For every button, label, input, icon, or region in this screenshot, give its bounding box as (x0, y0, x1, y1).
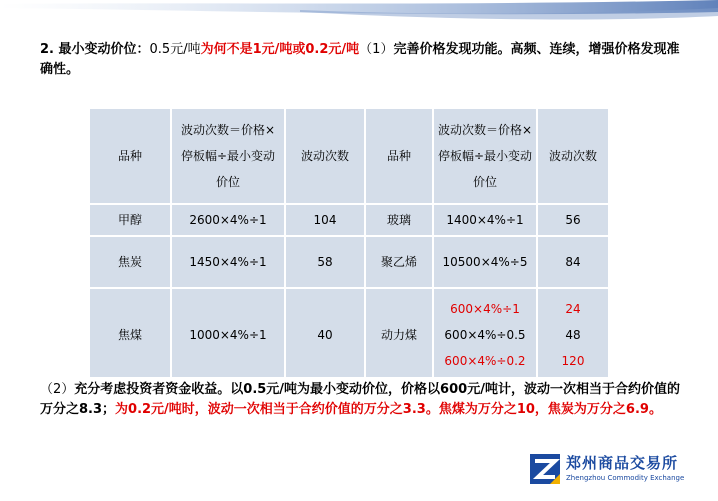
para1-bold-label: 最小变动价位： (58, 42, 150, 57)
cell-count-stack (537, 288, 609, 382)
table-header-row (89, 108, 609, 204)
cell-product: 玻璃 (365, 204, 433, 236)
cell-formula: 2600×4%÷1 (171, 204, 285, 236)
cell-product: 动力煤 (365, 288, 433, 382)
para1-item-number: （1） (359, 42, 394, 57)
cell-formula: 10500×4%÷5 (433, 236, 537, 288)
cell-count: 40 (285, 288, 365, 382)
header-formula-left: 波动次数＝价格×停板幅÷最小变动价位 (171, 108, 285, 204)
cell-count: 56 (537, 204, 609, 236)
count-line: 24 (565, 302, 581, 316)
formula-line: 600×4%÷1 (450, 302, 520, 316)
cell-count: 104 (285, 204, 365, 236)
cell-product: 焦炭 (89, 236, 171, 288)
logo-chinese-name: 郑州商品交易所 (566, 454, 679, 472)
logo-english-name: Zhengzhou Commodity Exchange (566, 474, 685, 482)
para1-value: 0.5元/吨 (149, 42, 201, 57)
volatility-table-container (88, 107, 608, 377)
header-product-left: 品种 (89, 108, 171, 204)
para1-rest: 完善价格发现功能。高频、连续，增强价格发现准确性。 (40, 42, 680, 77)
cell-product: 甲醇 (89, 204, 171, 236)
count-line: 48 (565, 328, 581, 342)
exchange-logo-icon (530, 454, 560, 484)
para2-part1: 充分考虑投资者资金收益。以0.5元/吨为最小变动价位，价格以600元/吨计，波动一次相当于合约价值的万分之8.3； (40, 382, 680, 417)
cell-formula: 1450×4%÷1 (171, 236, 285, 288)
table-row (89, 204, 609, 236)
header-product-right: 品种 (365, 108, 433, 204)
cell-count: 58 (285, 236, 365, 288)
formula-line: 600×4%÷0.5 (444, 328, 526, 342)
formula-line: 600×4%÷0.2 (444, 354, 526, 368)
para2-part2: 为0.2元/吨时，波动一次相当于合约价值的万分之3.3。焦煤为万分之10，焦炭为万分之6.9。 (115, 402, 662, 417)
volatility-table (88, 107, 610, 383)
para2-item-number: （2） (40, 382, 75, 397)
cell-count: 84 (537, 236, 609, 288)
table-row (89, 236, 609, 288)
table-row (89, 288, 609, 382)
count-line: 120 (561, 354, 585, 368)
cell-formula: 1000×4%÷1 (171, 288, 285, 382)
header-formula-right: 波动次数＝价格×停板幅÷最小变动价位 (433, 108, 537, 204)
header-count-right: 波动次数 (537, 108, 609, 204)
header-count-left: 波动次数 (285, 108, 365, 204)
para1-prefix: 2. (40, 42, 59, 57)
conclusion-paragraph (40, 380, 680, 420)
cell-formula-stack (433, 288, 537, 382)
exchange-logo (530, 452, 700, 492)
intro-paragraph (40, 40, 680, 80)
cell-product: 焦煤 (89, 288, 171, 382)
cell-formula: 1400×4%÷1 (433, 204, 537, 236)
header-swoosh-decoration (0, 0, 718, 40)
cell-product: 聚乙烯 (365, 236, 433, 288)
para1-question: 为何不是1元/吨或0.2元/吨 (200, 42, 360, 57)
